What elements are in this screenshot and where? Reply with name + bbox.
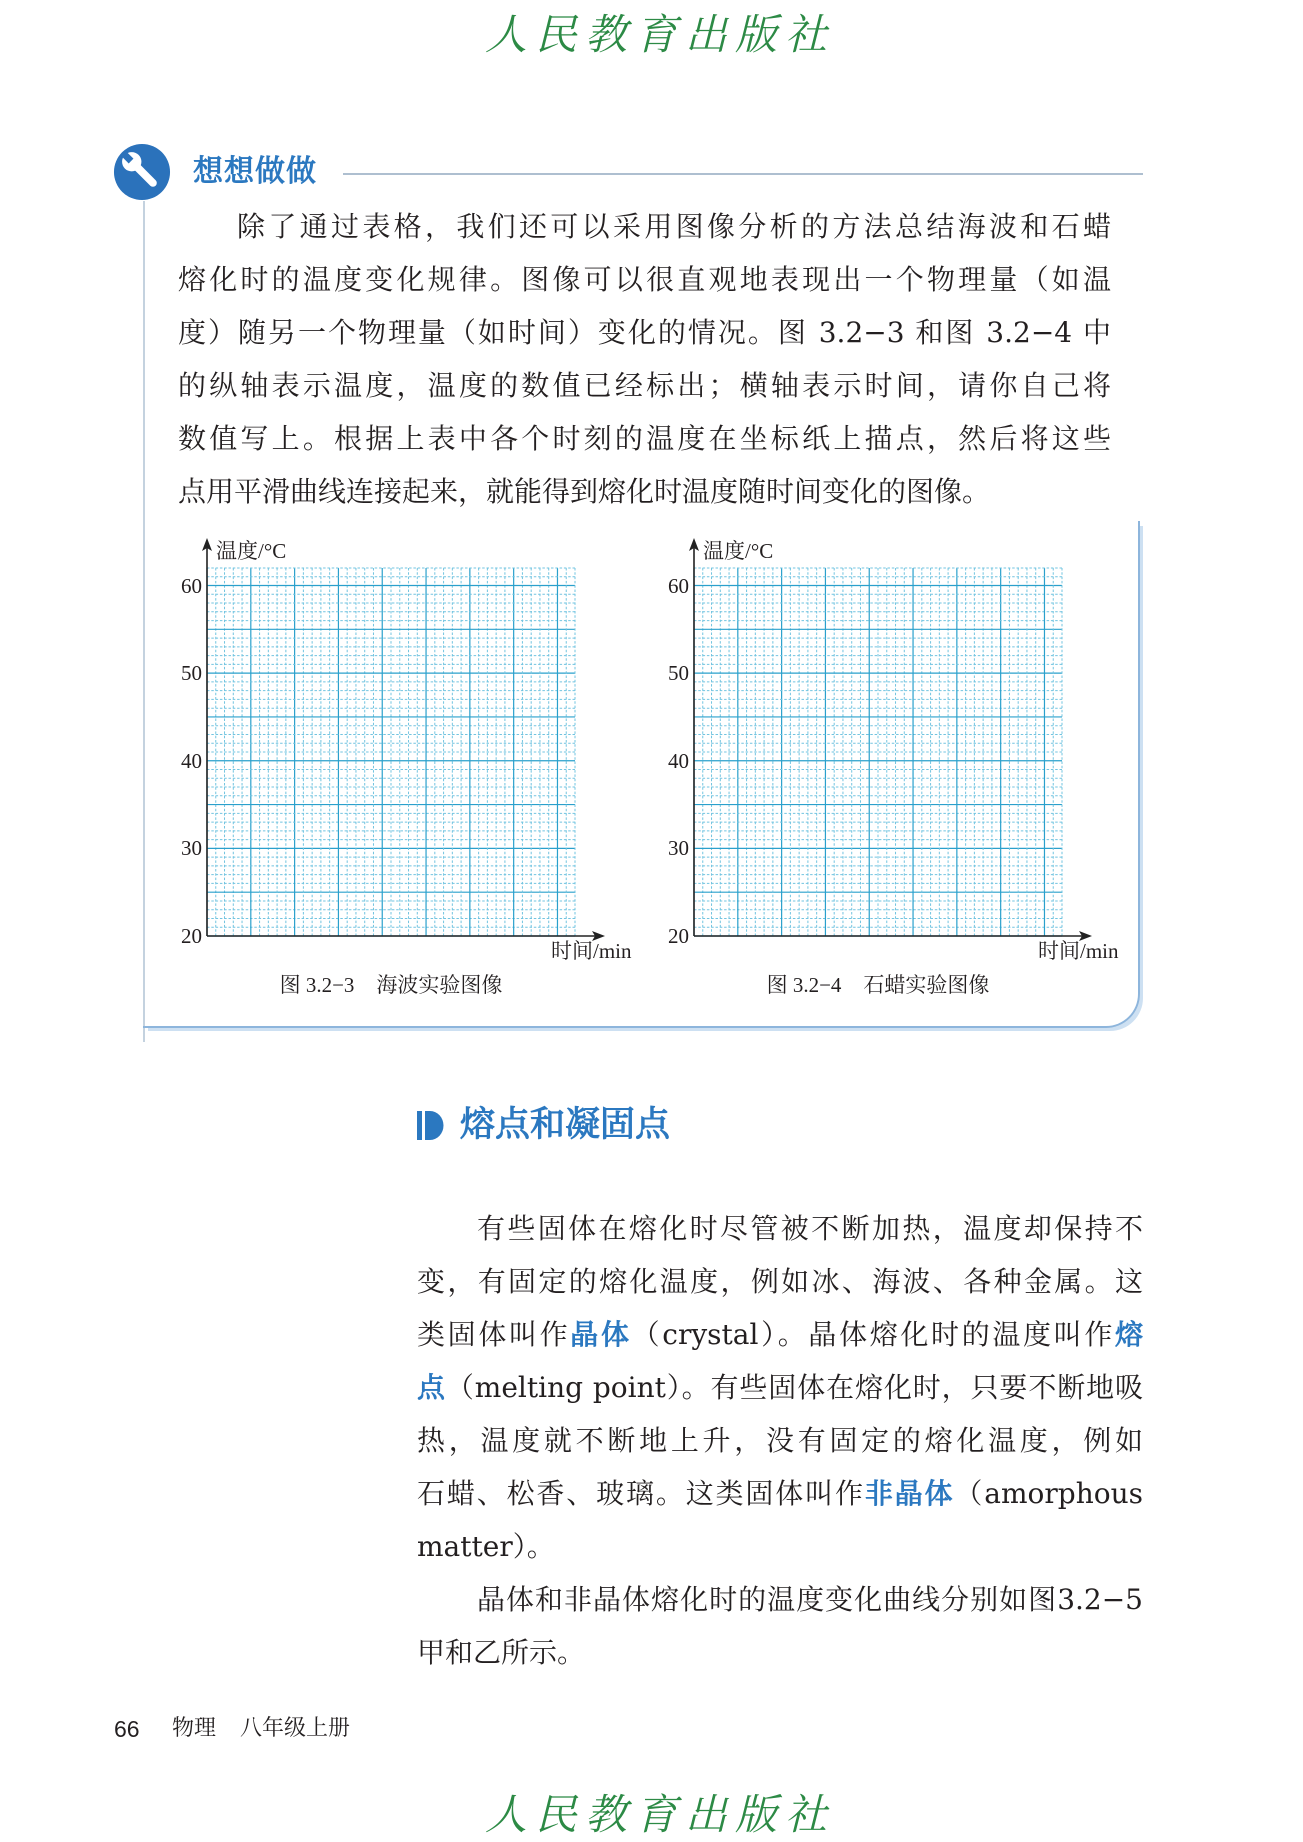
body-text-line	[417, 1467, 1143, 1520]
text-run: 石蜡、松香、玻璃。这类固体叫作	[417, 1477, 865, 1510]
body-text-line	[417, 1573, 1143, 1626]
graph-paper-svg	[637, 530, 1137, 950]
text-run: （crystal）。晶体熔化时的温度叫作	[631, 1318, 1115, 1351]
activity-text-line: 度）随另一个物理量（如时间）变化的情况。图 3.2−3 和图 3.2−4 中	[178, 316, 1111, 349]
figure-caption	[207, 972, 575, 998]
figure-paraffin-graph-paper	[637, 530, 1137, 1010]
key-term-amorphous-matter: 非晶体	[864, 1477, 955, 1510]
y-tick-label: 50	[181, 661, 202, 685]
grade-volume: 八年级上册	[240, 1716, 351, 1741]
figure-number: 图 3.2−4	[766, 973, 842, 997]
publisher-logo-bottom: 人民教育出版社	[484, 1790, 835, 1839]
y-tick-label: 40	[181, 749, 202, 773]
y-axis-label: 温度/°C	[216, 539, 287, 563]
key-term-melting-point: 熔	[1114, 1318, 1143, 1351]
activity-text-line: 数值写上。根据上表中各个时刻的温度在坐标纸上描点，然后将这些	[178, 422, 1111, 455]
key-term-melting-point: 点	[417, 1371, 446, 1404]
body-text-line	[417, 1361, 1143, 1414]
figure-title: 海波实验图像	[376, 973, 503, 997]
grid-lines	[694, 568, 1062, 936]
body-text-line	[417, 1308, 1143, 1361]
activity-frame-top-rule	[343, 173, 1143, 175]
activity-text-line: 点用平滑曲线连接起来，就能得到熔化时温度随时间变化的图像。	[178, 475, 991, 508]
text-run: （amorphous	[954, 1477, 1143, 1510]
body-text-line	[417, 1520, 1143, 1573]
body-text-line	[417, 1202, 1143, 1255]
text-run: 晶体和非晶体熔化时的温度变化曲线分别如图3.2−5	[477, 1583, 1143, 1616]
y-tick-label: 20	[181, 924, 202, 948]
y-tick-label: 60	[668, 574, 689, 598]
book-title: 物理	[172, 1716, 217, 1741]
x-axis-label: 时间/min	[551, 939, 632, 963]
y-tick-label: 30	[668, 836, 689, 860]
y-tick-label: 40	[668, 749, 689, 773]
page-number: 66	[114, 1716, 140, 1742]
text-run: 甲和乙所示。	[417, 1636, 586, 1669]
y-tick-label: 20	[668, 924, 689, 948]
section-heading: 熔点和凝固点	[460, 1105, 671, 1145]
figure-haibo-graph-paper	[150, 530, 650, 1010]
activity-text-line: 除了通过表格，我们还可以采用图像分析的方法总结海波和石蜡	[237, 210, 1111, 243]
x-axis-label: 时间/min	[1038, 939, 1119, 963]
text-run: matter）。	[417, 1530, 555, 1563]
grid-lines	[207, 568, 575, 936]
activity-text-line: 的纵轴表示温度，温度的数值已经标出；横轴表示时间，请你自己将	[178, 369, 1111, 402]
body-text-line	[417, 1626, 1143, 1679]
section-body	[417, 1202, 1143, 1679]
y-axis-label: 温度/°C	[703, 539, 774, 563]
figure-caption	[694, 972, 1062, 998]
wrench-icon-graphic	[113, 143, 171, 201]
y-tick-label: 50	[668, 661, 689, 685]
wrench-icon	[113, 143, 171, 201]
figure-number: 图 3.2−3	[279, 973, 355, 997]
section-marker-graphic	[417, 1111, 444, 1140]
graph-paper-svg	[150, 530, 650, 950]
text-run: 类固体叫作	[417, 1318, 571, 1351]
text-run: 热，温度就不断地上升，没有固定的熔化温度，例如	[417, 1424, 1143, 1457]
text-run: 有些固体在熔化时尽管被不断加热，温度却保持不	[477, 1212, 1143, 1245]
section-marker-icon	[417, 1111, 444, 1140]
activity-text-line: 熔化时的温度变化规律。图像可以很直观地表现出一个物理量（如温	[178, 263, 1111, 296]
body-text-line	[417, 1414, 1143, 1467]
text-run: （melting point）。有些固体在熔化时，只要不断地吸	[445, 1371, 1143, 1404]
y-tick-label: 60	[181, 574, 202, 598]
activity-title: 想想做做	[193, 154, 317, 189]
body-text-line	[417, 1255, 1143, 1308]
activity-paragraph	[178, 200, 1111, 518]
key-term-crystal: 晶体	[570, 1318, 632, 1351]
y-tick-label: 30	[181, 836, 202, 860]
figure-title: 石蜡实验图像	[863, 973, 990, 997]
text-run: 变，有固定的熔化温度，例如冰、海波、各种金属。这	[417, 1265, 1143, 1298]
publisher-logo-top: 人民教育出版社	[484, 10, 835, 59]
